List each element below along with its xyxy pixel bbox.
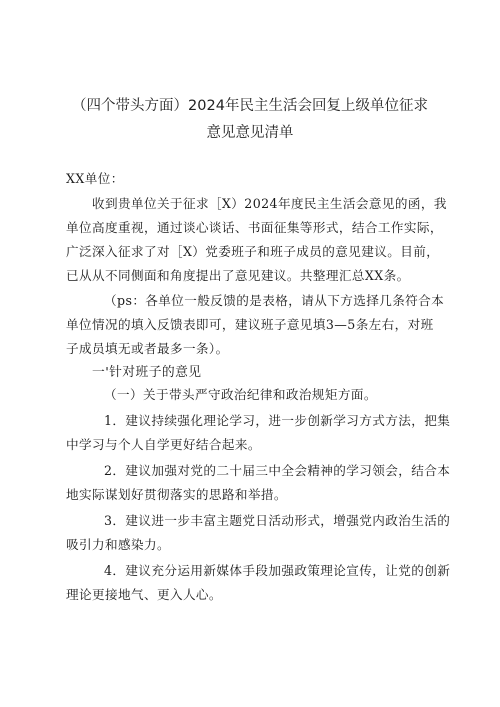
paragraph-line: 单位高度重视，通过谈心谈话、书面征集等形式，结合工作实际，	[66, 220, 443, 235]
note-line: 子成员填无或者最多一条）。	[66, 341, 229, 356]
list-item-line: 2．建议加强对党的二十届三中全会精神的学习领会，结合本	[104, 463, 451, 478]
subsection-heading: （一）关于带头严守政治纪律和政治规矩方面。	[104, 387, 377, 402]
list-item-line: 理论更接地气、更入人心。	[66, 587, 222, 602]
list-item-line: 3．建议进一步丰富主题党日活动形式，增强党内政治生活的	[104, 513, 451, 528]
document-title-line-2: 意见意见清单	[206, 125, 294, 141]
note-line: （ps：各单位一般反馈的是表格，请从下方选择几条符合本	[104, 293, 445, 308]
paragraph-line: 收到贵单位关于征求［X）2024年度民主生活会意见的函，我	[92, 196, 447, 211]
document-title-line-1: （四个带头方面）2024年民主生活会回复上级单位征求	[72, 98, 428, 114]
note-line: 单位情况的填入反馈表即可，建议班子意见填3—5条左右，对班	[66, 317, 434, 332]
paragraph-line: 广泛深入征求了对［X）党委班子和班子成员的意见建议。目前，	[66, 244, 440, 259]
paragraph-line: 已从从不同侧面和角度提出了意见建议。共整理汇总XX条。	[66, 268, 410, 283]
salutation: XX单位：	[66, 171, 124, 186]
list-item-line: 地实际谋划好贯彻落实的思路和举措。	[66, 487, 287, 502]
list-item-line: 中学习与个人自学更好结合起来。	[66, 437, 261, 452]
list-item-line: 吸引力和感染力。	[66, 537, 170, 552]
section-heading: 一'针对班子的意见	[92, 365, 202, 380]
list-item-line: 1．建议持续强化理论学习，进一步创新学习方式方法，把集	[104, 413, 451, 428]
list-item-line: 4．建议充分运用新媒体手段加强政策理论宣传，让党的创新	[104, 563, 451, 578]
